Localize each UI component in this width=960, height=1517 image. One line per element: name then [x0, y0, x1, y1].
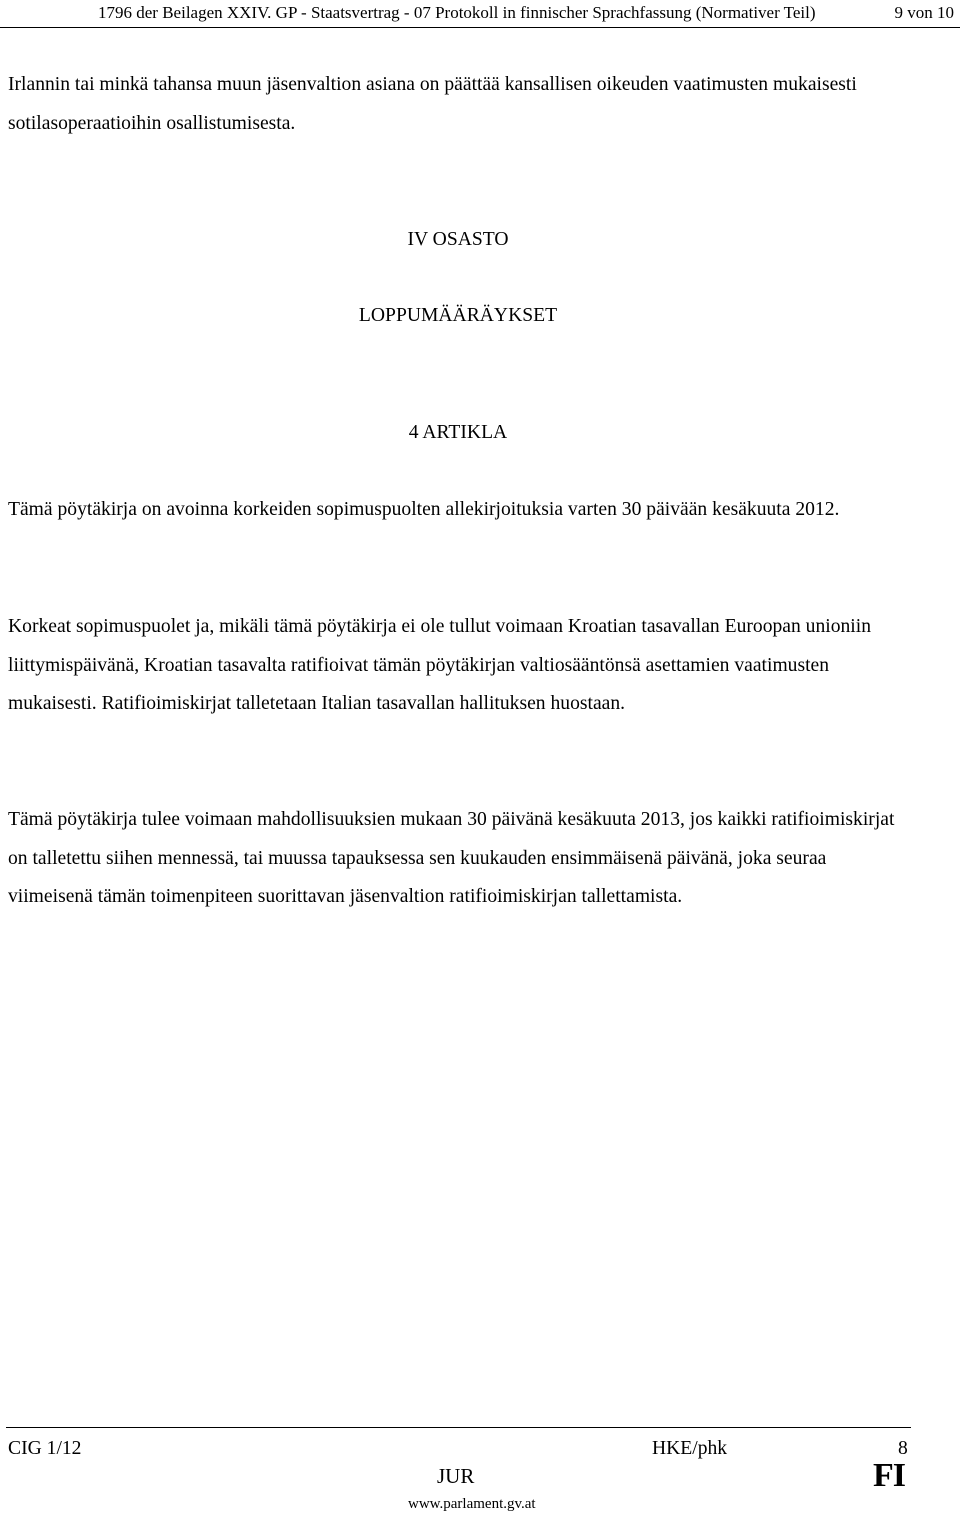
- footer-department: JUR: [437, 1464, 475, 1488]
- paragraph-ratification: Korkeat sopimuspuolet ja, mikäli tämä pöytäkirja ei ole tullut voimaan Kroatian tasavallan Euroopan unioniin liittymispäivänä, Kroatian tasavalta ratifioivat tämän pöytäkirjan valtiosääntönsä asettamien vaatimusten mukaisesti. Ratifioimiskirjat talletetaan Italian tasavallan hallituksen huostaan.: [8, 616, 871, 715]
- header-rule: [0, 27, 960, 28]
- page-counter: 9 von 10: [894, 3, 954, 22]
- part-heading: IV OSASTO: [407, 229, 509, 250]
- running-header-title: 1796 der Beilagen XXIV. GP - Staatsvertrag - 07 Protokoll in finnischer Sprachfassung (Normativer Teil): [98, 3, 816, 22]
- footer-doc-ref: CIG 1/12: [8, 1438, 82, 1459]
- part-title: LOPPUMÄÄRÄYKSET: [358, 305, 558, 326]
- paragraph-signature: Tämä pöytäkirja on avoinna korkeiden sopimuspuolten allekirjoituksia varten 30 päivään kesäkuuta 2012.: [8, 499, 840, 520]
- footer-language-code: FI: [873, 1457, 905, 1494]
- footer-url[interactable]: www.parlament.gv.at: [408, 1496, 536, 1512]
- footer-initials: HKE/phk: [652, 1438, 728, 1459]
- footer-page-number: 8: [898, 1438, 908, 1459]
- paragraph-entry-into-force: Tämä pöytäkirja tulee voimaan mahdollisuuksien mukaan 30 päivänä kesäkuuta 2013, jos kaikki ratifioimiskirjat on talletettu siihen mennessä, tai muussa tapauksessa sen kuukauden ensimmäisenä päivänä, joka seuraa viimeisenä tämän toimenpiteen suorittavan jäsenvaltion ratifioimiskirjan tallettamista.: [8, 809, 895, 908]
- footer-rule: [6, 1427, 911, 1428]
- continued-paragraph: Irlannin tai minkä tahansa muun jäsenvaltion asiana on päättää kansallisen oikeuden vaatimusten mukaisesti sotilasoperaatioihin osallistumisesta.: [8, 74, 857, 134]
- article-heading: 4 ARTIKLA: [408, 422, 508, 443]
